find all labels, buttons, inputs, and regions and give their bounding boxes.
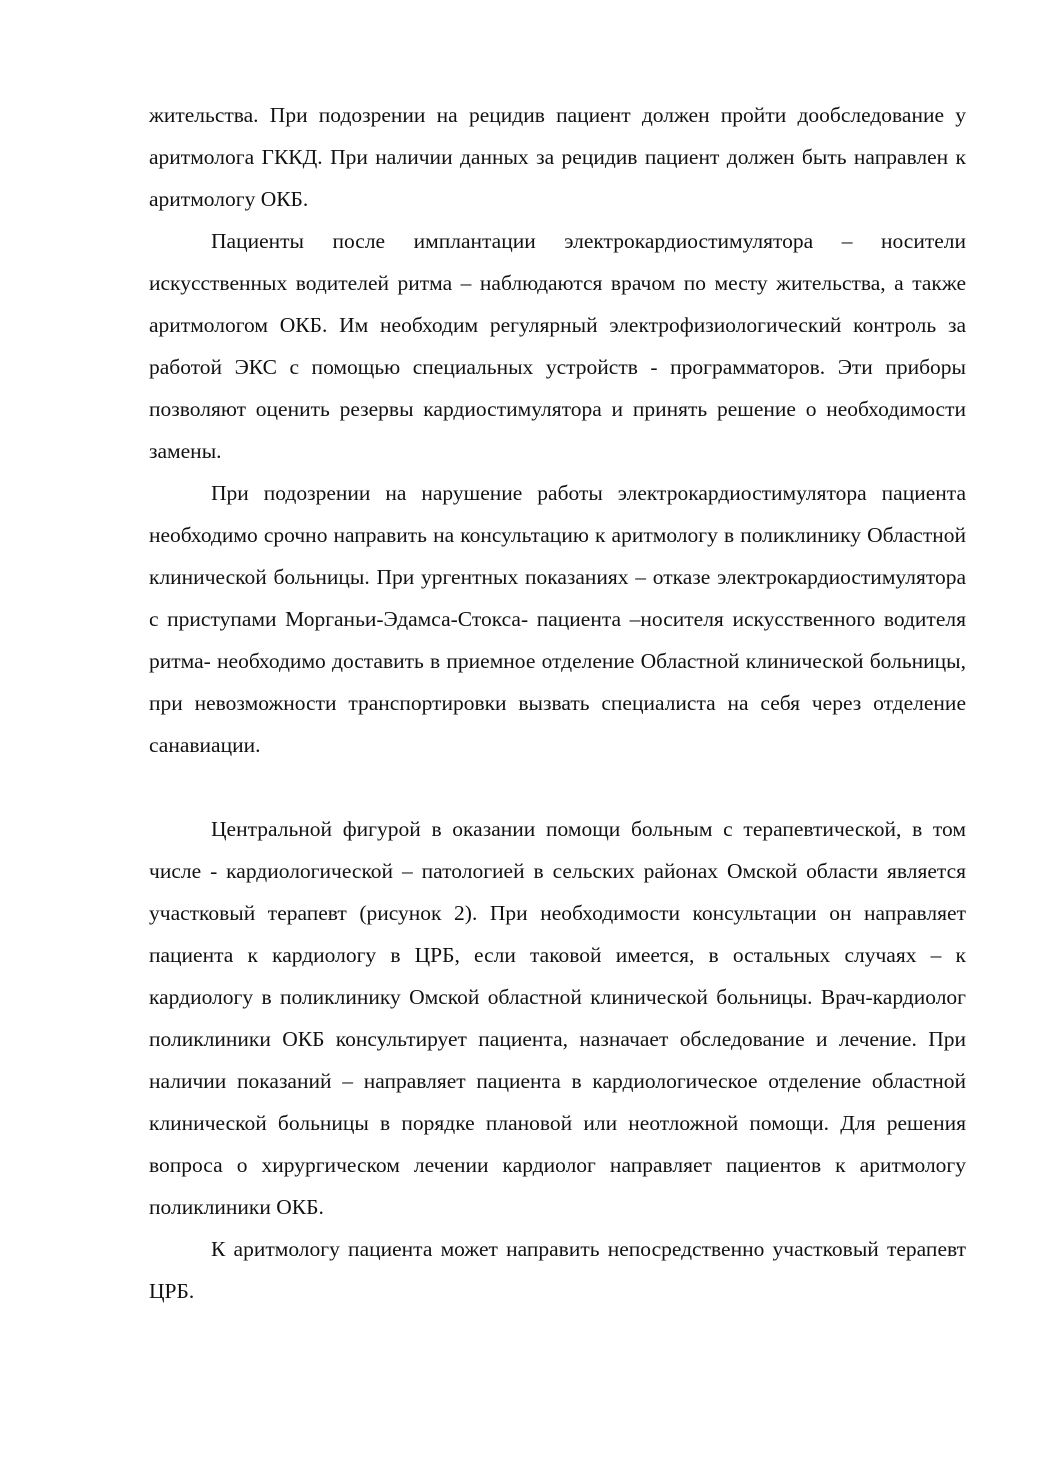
paragraph-district-therapist: Центральной фигурой в оказании помощи больным с терапевтической, в том числе - кардиологической – патологией в сельских районах Омской области является участковый терапевт (рисунок 2). При необходимости консультации он направляет пациента к кардиологу в ЦРБ, если таковой имеется, в остальных случаях – к кардиологу в поликлинику Омской областной клинической больницы. Врач-кардиолог поликлиники ОКБ консультирует пациента, назначает обследование и лечение. При наличии показаний – направляет пациента в кардиологическое отделение областной клинической больницы в порядке плановой или неотложной помощи. Для решения вопроса о хирургическом лечении кардиолог направляет пациентов к аритмологу поликлиники ОКБ. (149, 817, 966, 1219)
paragraph-pacemaker-malfunction: При подозрении на нарушение работы электрокардиостимулятора пациента необходимо срочно направить на консультацию к аритмологу в поликлинику Областной клинической больницы. При ургентных показаниях – отказе электрокардиостимулятора с приступами Морганьи-Эдамса-Стокса- пациента –носителя искусственного водителя ритма- необходимо доставить в приемное отделение Областной клинической больницы, при невозможности транспортировки вызвать специалиста на себя через отделение санавиации. (149, 481, 966, 757)
paragraph-direct-referral: К аритмологу пациента может направить непосредственно участковый терапевт ЦРБ. (149, 1237, 966, 1303)
paragraph-recurrence: жительства. При подозрении на рецидив пациент должен пройти дообследование у аритмолога ГККД. При наличии данных за рецидив пациент должен быть направлен к аритмологу ОКБ. (149, 103, 966, 211)
paragraph-pacemaker-patients: Пациенты после имплантации электрокардиостимулятора – носители искусственных водителей ритма – наблюдаются врачом по месту жительства, а также аритмологом ОКБ. Им необходим регулярный электрофизиологический контроль за работой ЭКС с помощью специальных устройств - программаторов. Эти приборы позволяют оценить резервы кардиостимулятора и принять решение о необходимости замены. (149, 229, 966, 463)
document-body (149, 94, 966, 1312)
